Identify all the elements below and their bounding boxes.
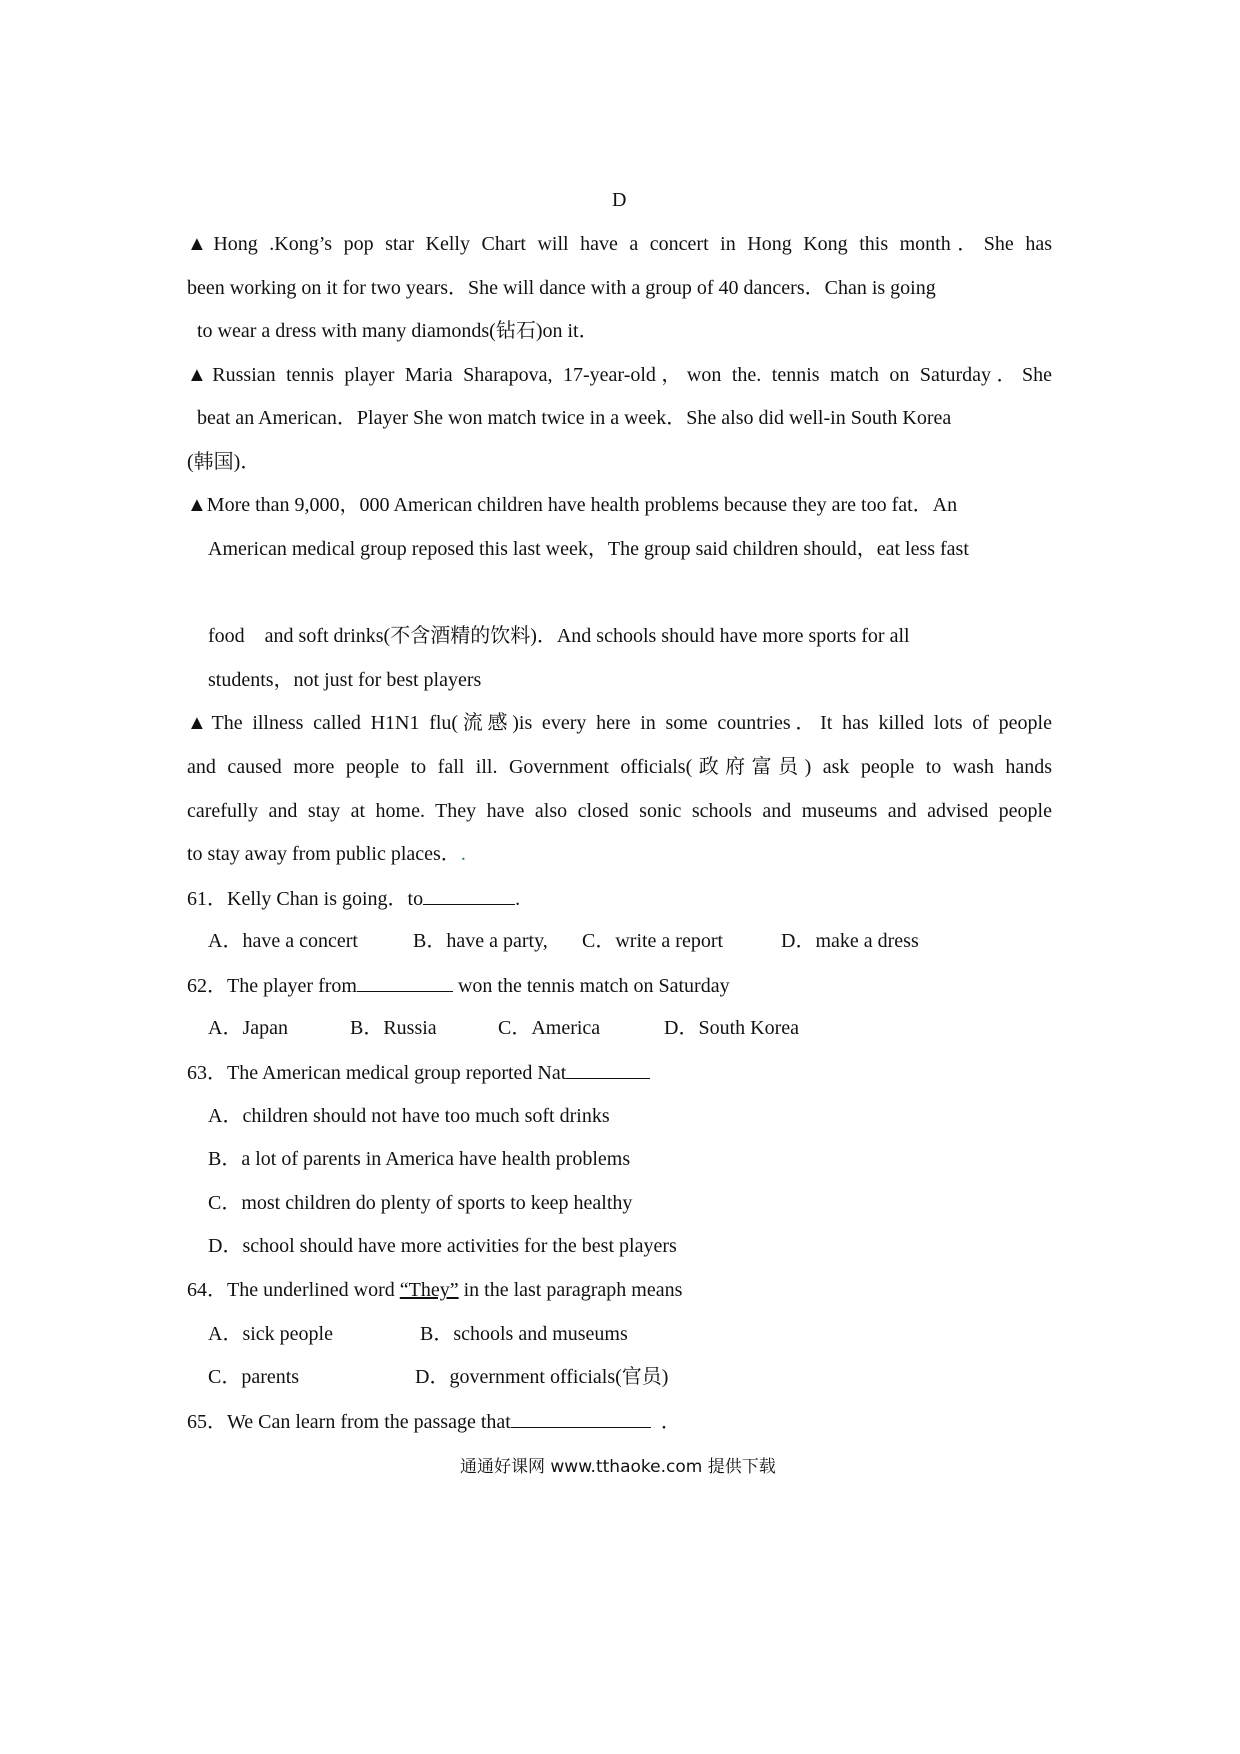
question-64-stem-before: 64．The underlined word <box>187 1279 400 1301</box>
paragraph-1-line-3: to wear a dress with many diamonds(钻石)on it． <box>197 320 599 342</box>
q61-option-c[interactable]: C．write a report <box>582 930 724 952</box>
answer-blank-61[interactable] <box>423 886 515 905</box>
green-mark: . <box>460 843 466 865</box>
paragraph-4-line-1: ▲The illness called H1N1 flu(流感)is every here in some countries．It has killed lots of people <box>187 712 1052 734</box>
paragraph-2-line-3: (韩国)． <box>187 451 261 473</box>
q63-option-c[interactable]: C．most children do plenty of sports to keep healthy <box>208 1192 633 1214</box>
q61-option-b[interactable]: B．have a party, <box>413 930 548 952</box>
q61-option-d[interactable]: D．make a dress <box>781 930 919 952</box>
q63-option-d[interactable]: D．school should have more activities for the best players <box>208 1235 677 1257</box>
question-61-stem: 61．Kelly Chan is going．to <box>187 888 424 910</box>
question-65 <box>187 1409 681 1434</box>
q62-option-b[interactable]: B．Russia <box>350 1017 437 1039</box>
paragraph-4-line-4 <box>187 842 466 866</box>
answer-blank-62[interactable] <box>357 973 453 992</box>
answer-blank-63[interactable] <box>566 1060 650 1079</box>
q62-option-d[interactable]: D．South Korea <box>664 1017 799 1039</box>
answer-blank-65[interactable] <box>511 1409 651 1428</box>
question-65-end: ． <box>660 1411 681 1433</box>
section-letter: D <box>612 189 627 211</box>
question-61 <box>187 886 520 911</box>
question-62-stem: 62．The player from <box>187 975 357 997</box>
question-62 <box>187 973 730 998</box>
question-61-end: . <box>515 888 521 910</box>
paragraph-1-line-2: been working on it for two years．She will dance with a group of 40 dancers．Chan is going <box>187 277 936 299</box>
q62-option-c[interactable]: C．America <box>498 1017 601 1039</box>
q61-option-a[interactable]: A．have a concert <box>208 930 358 952</box>
q62-option-a[interactable]: A．Japan <box>208 1017 288 1039</box>
paragraph-1-line-1: ▲Hong .Kong’s pop star Kelly Chart will have a concert in Hong Kong this month．She has <box>187 233 1052 255</box>
paragraph-3-line-3: food and soft drinks(不含酒精的饮料)．And schools should have more sports for all <box>208 625 910 647</box>
paragraph-3-line-4: students，not just for best players <box>208 669 482 691</box>
paragraph-3-line-2: American medical group reposed this last week，The group said children should，eat less fast <box>208 538 969 560</box>
question-65-stem: 65．We Can learn from the passage that <box>187 1411 511 1433</box>
q64-option-a[interactable]: A．sick people <box>208 1323 333 1345</box>
question-62-after: won the tennis match on Saturday <box>452 975 730 997</box>
question-64 <box>187 1278 682 1302</box>
question-63-stem: 63．The American medical group reported Nat <box>187 1062 567 1084</box>
page-footer: 通通好课网 www.tthaoke.com 提供下载 <box>460 1457 776 1477</box>
paragraph-2-line-1: ▲Russian tennis player Maria Sharapova, 17-year-old，won the. tennis match on Saturday．She <box>187 364 1052 386</box>
q63-option-b[interactable]: B．a lot of parents in America have health problems <box>208 1148 631 1170</box>
paragraph-4-line-4-text: to stay away from public places． <box>187 843 461 865</box>
paragraph-4-line-3: carefully and stay at home. They have also closed sonic schools and museums and advised people <box>187 800 1052 822</box>
question-63 <box>187 1060 650 1085</box>
underlined-word: “They” <box>399 1279 459 1301</box>
q63-option-a[interactable]: A．children should not have too much soft drinks <box>208 1105 610 1127</box>
question-64-stem-after: in the last paragraph means <box>458 1279 683 1301</box>
paragraph-4-line-2: and caused more people to fall ill. Government officials(政府富员) ask people to wash hands <box>187 756 1052 778</box>
q64-option-d[interactable]: D．government officials(官员) <box>415 1366 669 1388</box>
paragraph-3-line-1: ▲More than 9,000，000 American children have health problems because they are too fat．An <box>187 494 958 516</box>
q64-option-c[interactable]: C．parents <box>208 1366 300 1388</box>
q64-option-b[interactable]: B．schools and museums <box>420 1323 628 1345</box>
paragraph-2-line-2: beat an American．Player She won match twice in a week．She also did well-in South Korea <box>197 407 952 429</box>
